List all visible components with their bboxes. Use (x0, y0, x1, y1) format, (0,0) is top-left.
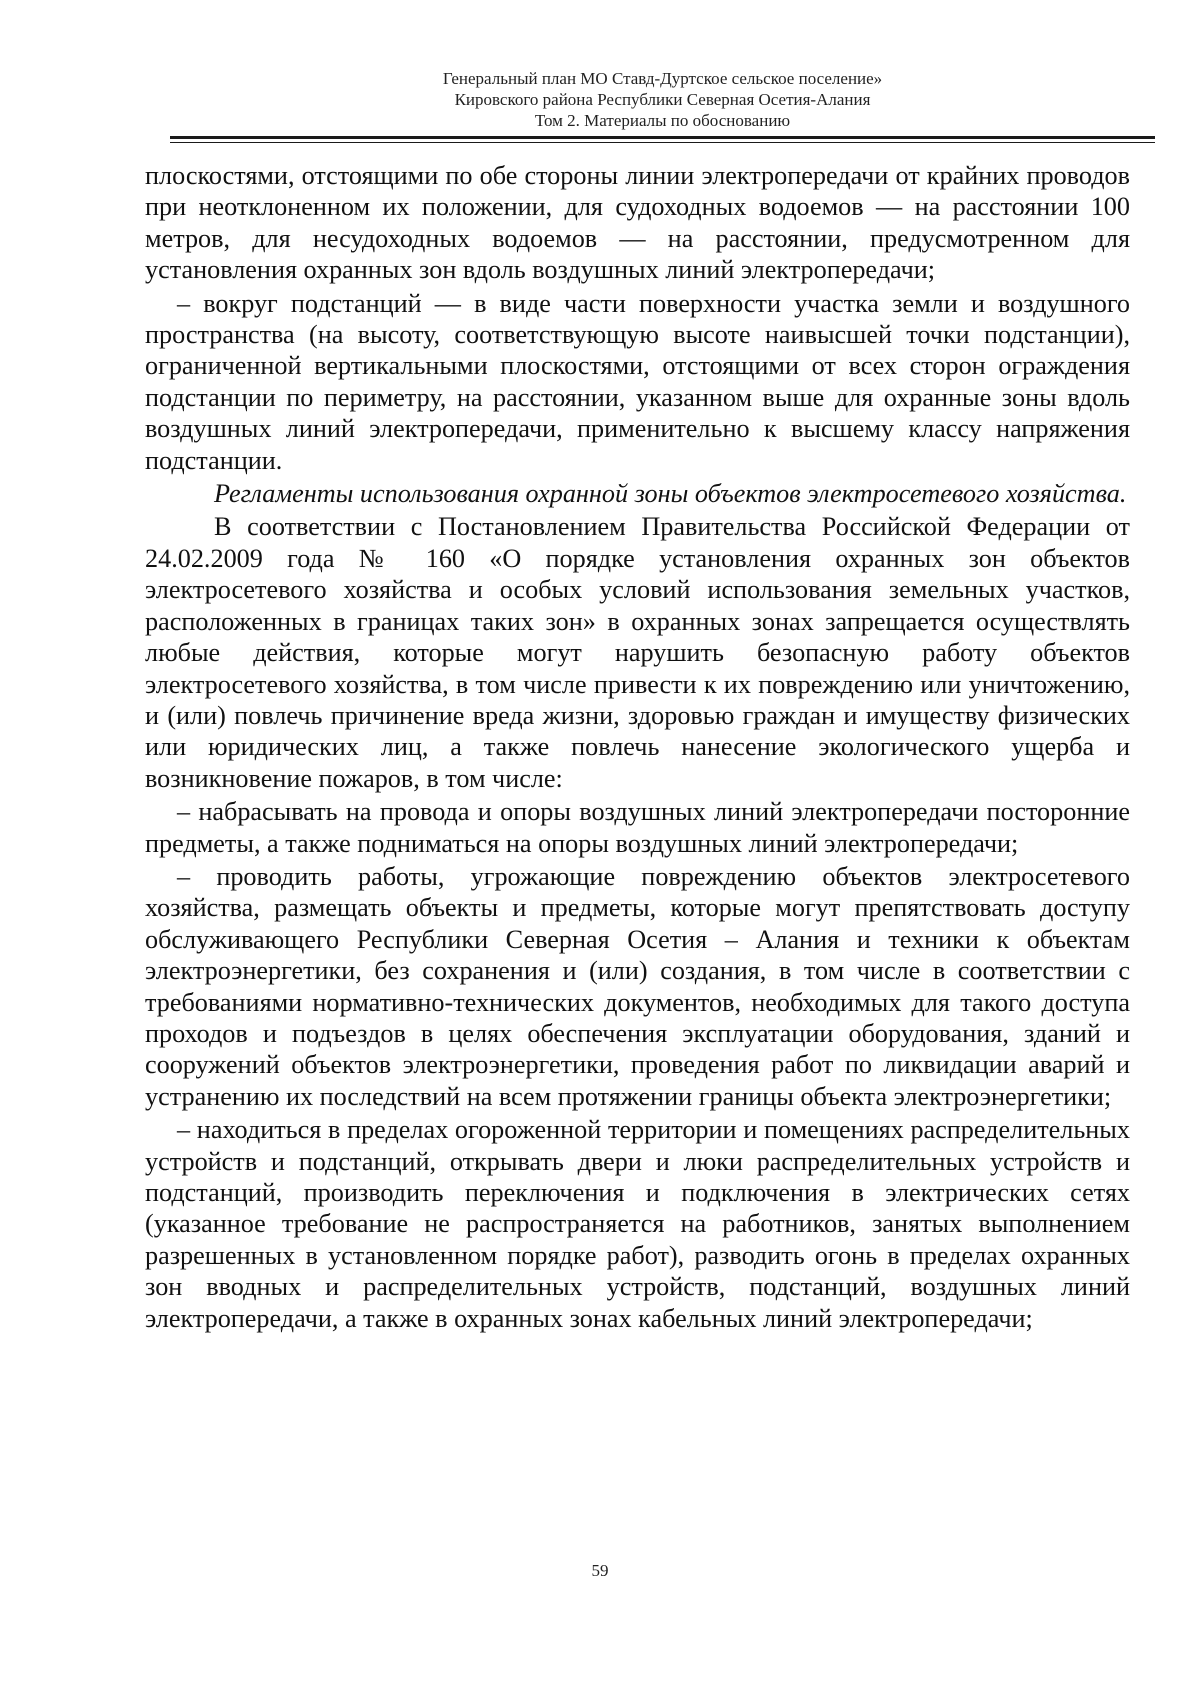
section-heading-regulations: Регламенты использования охранной зоны объектов электросетевого хозяйства. (214, 479, 1127, 509)
document-body (145, 160, 1130, 1336)
header-rule-thick (170, 136, 1155, 139)
header-volume-line: Том 2. Материалы по обоснованию (534, 111, 791, 130)
page-header (170, 68, 1155, 131)
header-rule-thin (170, 142, 1155, 143)
paragraph-substations: – вокруг подстанций — в виде части поверхности участка земли и воздушного пространства (на высоту, соответствующую высоте наивысшей точки подстанции), ограниченной вертикальными плоскостями, отстоящими от всех сторон ограждения подстанции по периметру, на расстоянии, указанном выше для охранные зоны вдоль воздушных линий электропередачи, применительно к высшему классу напряжения подстанции. (145, 288, 1130, 475)
list-item-works-damage: – проводить работы, угрожающие повреждению объектов электросетевого хозяйства, размещать объекты и предметы, которые могут препятствовать доступу обслуживающего Республики Северная Осетия – Алания и техники к объектам электроэнергетики, без сохранения и (или) создания, в том числе в соответствии с требованиями нормативно-технических документов, необходимых для такого доступа проходов и подъездов в целях обеспечения эксплуатации оборудования, зданий и сооружений объектов электроэнергетики, проведения работ по ликвидации аварий и устранению их последствий на всем протяжении границы объекта электроэнергетики; (145, 861, 1130, 1111)
header-region-line: Кировского района Республики Северная Осетия-Алания (454, 90, 871, 109)
list-item-throwing-objects: – набрасывать на провода и опоры воздушных линий электропередачи посторонние предметы, а также подниматься на опоры воздушных линий электропередачи; (145, 797, 1130, 858)
page-number: 59 (591, 1561, 609, 1580)
header-title-line: Генеральный план МО Ставд-Дуртское сельское поселение» (442, 69, 883, 88)
paragraph-resolution: В соответствии с Постановлением Правительства Российской Федерации от 24.02.2009 года № 160 «О порядке установления охранных зон объектов электросетевого хозяйства и особых условий использования земельных участков, расположенных в границах таких зон» в охранных зонах запрещается осуществлять любые действия, которые могут нарушить безопасную работу объектов электросетевого хозяйства, в том числе привести к их повреждению или уничтожению, и (или) повлечь причинение вреда жизни, здоровью граждан и имуществу физических или юридических лиц, а также повлечь нанесение экологического ущерба и возникновение пожаров, в том числе: (145, 512, 1130, 793)
paragraph-continuation: плоскостями, отстоящими по обе стороны линии электропередачи от крайних проводов при неотклоненном их положении, для судоходных водоемов — на расстоянии 100 метров, для несудоходных водоемов — на расстоянии, предусмотренном для установления охранных зон вдоль воздушных линий электропередачи; (145, 161, 1130, 285)
list-item-restricted-territory: – находиться в пределах огороженной территории и помещениях распределительных устройств и подстанций, открывать двери и люки распределительных устройств и подстанций, производить переключения и подключения в электрических сетях (указанное требование не распространяется на работников, занятых выполнением разрешенных в установленном порядке работ), разводить огонь в пределах охранных зон вводных и распределительных устройств, подстанций, воздушных линий электропередачи, а также в охранных зонах кабельных линий электропередачи; (145, 1115, 1130, 1333)
